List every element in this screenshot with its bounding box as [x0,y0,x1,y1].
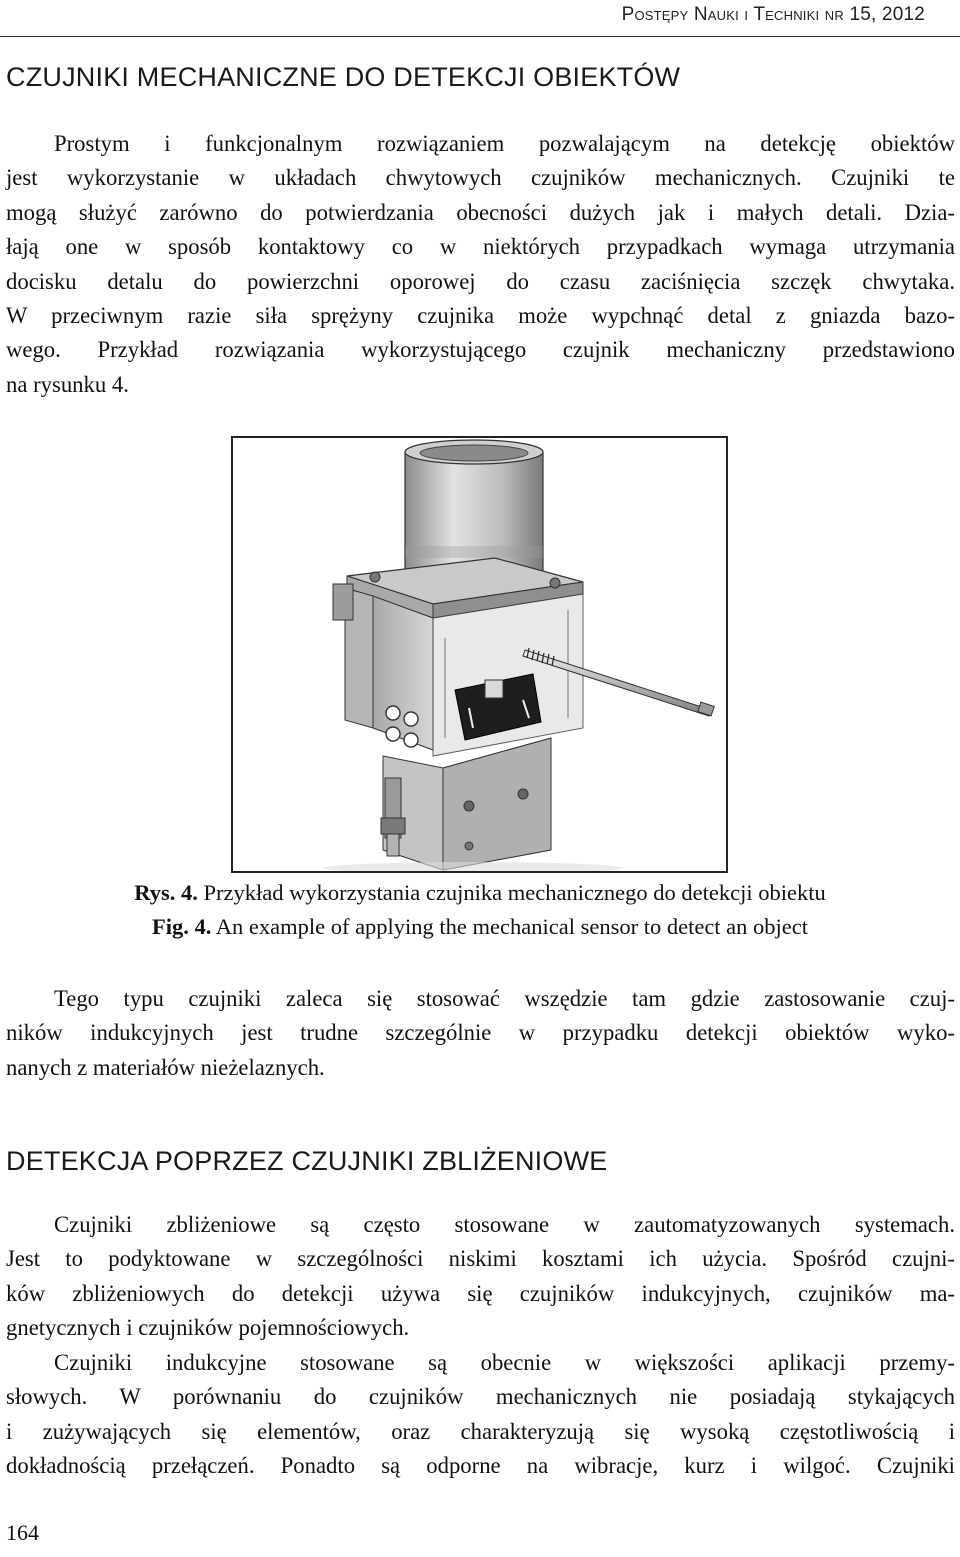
figure-label-en: Fig. 4. [151,914,212,939]
text-line: dokładnością przełączeń. Ponadto są odporne na wibracje, kurz i wilgoć. Czujniki [6,1453,955,1479]
text-line: jest wykorzystanie w układach chwytowych czujników mechanicznych. Czujniki te [6,165,955,191]
text-line: ników indukcyjnych jest trudne szczególnie w przypadku detekcji obiektów wyko- [6,1020,955,1046]
text-line: Czujniki indukcyjne stosowane są obecnie w większości aplikacji przemy- [54,1350,955,1375]
text-line: ków zbliżeniowych do detekcji używa się czujników indukcyjnych, czujników ma- [6,1280,955,1306]
text-line: łają one w sposób kontaktowy co w niektórych przypadkach wymaga utrzymania [6,234,955,260]
text-line: Jest to podyktowane w szczególności niskimi kosztami ich użycia. Spośród czujni- [6,1246,955,1272]
figure-label-pl: Rys. 4. [134,880,198,905]
text-line: nanych z materiałów nieżelaznych. [6,1054,325,1080]
figure-mechanical-sensor-gripper [231,436,728,873]
text-line: wego. Przykład rozwiązania wykorzystującego czujnik mechaniczny przedstawiono [6,337,955,363]
text-line: na rysunku 4. [6,371,129,397]
figure-caption-english [0,914,960,940]
text-line: docisku detalu do powierzchni oporowej do czasu zaciśnięcia szczęk chwytaka. [6,268,955,294]
gripper-sensor-illustration [233,438,726,871]
figure-caption-pl-text: Przykład wykorzystania czujnika mechanicznego do detekcji obiektu [203,880,826,905]
section-title-mechanical-sensors: CZUJNIKI MECHANICZNE DO DETEKCJI OBIEKTÓW [6,62,681,92]
text-line: gnetycznych i czujników pojemnościowych. [6,1315,410,1341]
page-number: 164 [6,1520,39,1545]
running-header [0,0,960,40]
paragraph-mechanical-sensors [6,127,955,402]
figure-caption-en-text: An example of applying the mechanical sensor to detect an object [215,914,809,939]
section-title-proximity-sensors: DETEKCJA POPRZEZ CZUJNIKI ZBLIŻENIOWE [6,1146,608,1176]
paragraph-proximity-sensors [6,1208,955,1346]
header-rule [0,36,960,37]
paragraph-inductive-sensors [6,1346,955,1484]
text-line: i zużywających się elementów, oraz charakteryzują się wysoką częstotliwością i [6,1418,955,1444]
paragraph-inductive-note [6,982,955,1085]
journal-title: Postępy Nauki i Techniki nr 15, 2012 [621,4,925,25]
text-line: słowych. W porównaniu do czujników mechanicznych nie posiadają stykających [6,1384,955,1410]
text-line: W przeciwnym razie siła sprężyny czujnika może wypchnąć detal z gniazda bazo- [6,303,955,329]
text-line: Czujniki zbliżeniowe są często stosowane w zautomatyzowanych systemach. [54,1212,955,1237]
figure-caption-polish [0,880,960,906]
text-line: Prostym i funkcjonalnym rozwiązaniem pozwalającym na detekcję obiektów [54,131,955,156]
text-line: mogą służyć zarówno do potwierdzania obecności dużych jak i małych detali. Dzia- [6,199,955,225]
text-line: Tego typu czujniki zaleca się stosować wszędzie tam gdzie zastosowanie czuj- [54,986,955,1011]
